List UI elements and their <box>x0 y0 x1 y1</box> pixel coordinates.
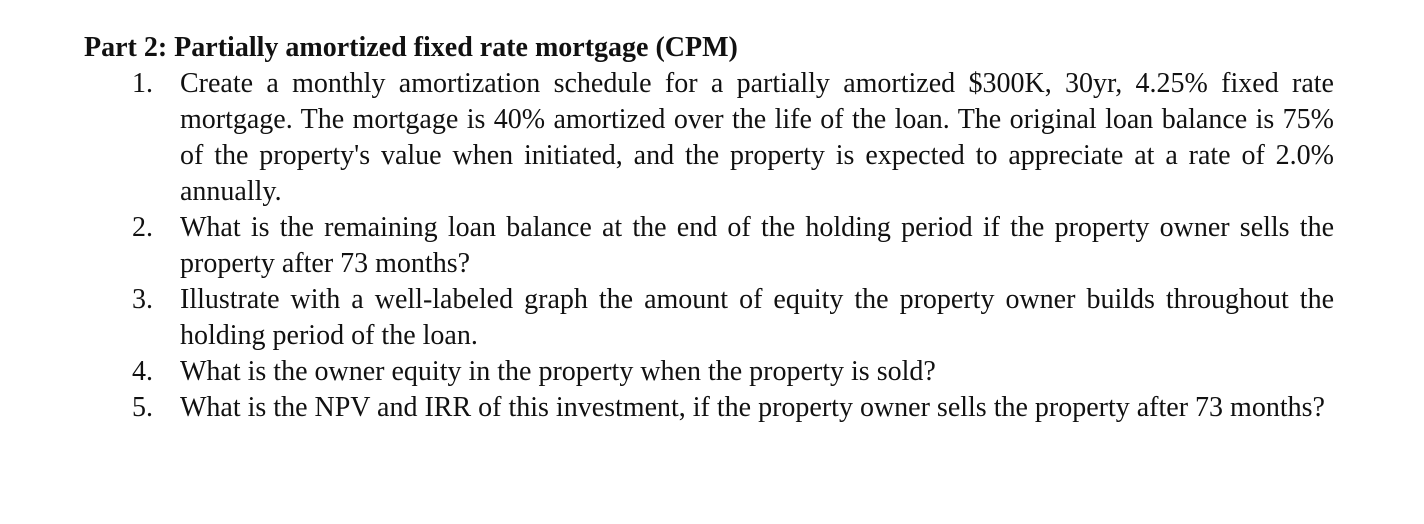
document-body <box>84 30 1334 426</box>
question-text: What is the owner equity in the property when the property is sold? <box>180 356 936 387</box>
question-list <box>84 66 1334 426</box>
question-number: 2. <box>132 212 153 243</box>
question-number: 5. <box>132 392 153 423</box>
question-text: Illustrate with a well-labeled graph the amount of equity the property owner builds throughout the holding period of the loan. <box>180 284 1334 351</box>
question-number: 1. <box>132 68 153 99</box>
question-number: 4. <box>132 356 153 387</box>
question-text: Create a monthly amortization schedule for a partially amortized $300K, 30yr, 4.25% fixed rate mortgage. The mortgage is 40% amortized over the life of the loan. The original loan balance is 75% of the property's value when initiated, and the property is expected to appreciate at a rate of 2.0% annually. <box>180 68 1334 207</box>
question-number: 3. <box>132 284 153 315</box>
question-item <box>84 354 1334 390</box>
question-item <box>84 210 1334 282</box>
question-text: What is the remaining loan balance at the end of the holding period if the property owner sells the property after 73 months? <box>180 212 1334 279</box>
section-heading: Part 2: Partially amortized fixed rate mortgage (CPM) <box>84 32 738 63</box>
question-item <box>84 66 1334 210</box>
question-item <box>84 282 1334 354</box>
question-text: What is the NPV and IRR of this investment, if the property owner sells the property after 73 months? <box>180 392 1325 423</box>
question-item <box>84 390 1334 426</box>
